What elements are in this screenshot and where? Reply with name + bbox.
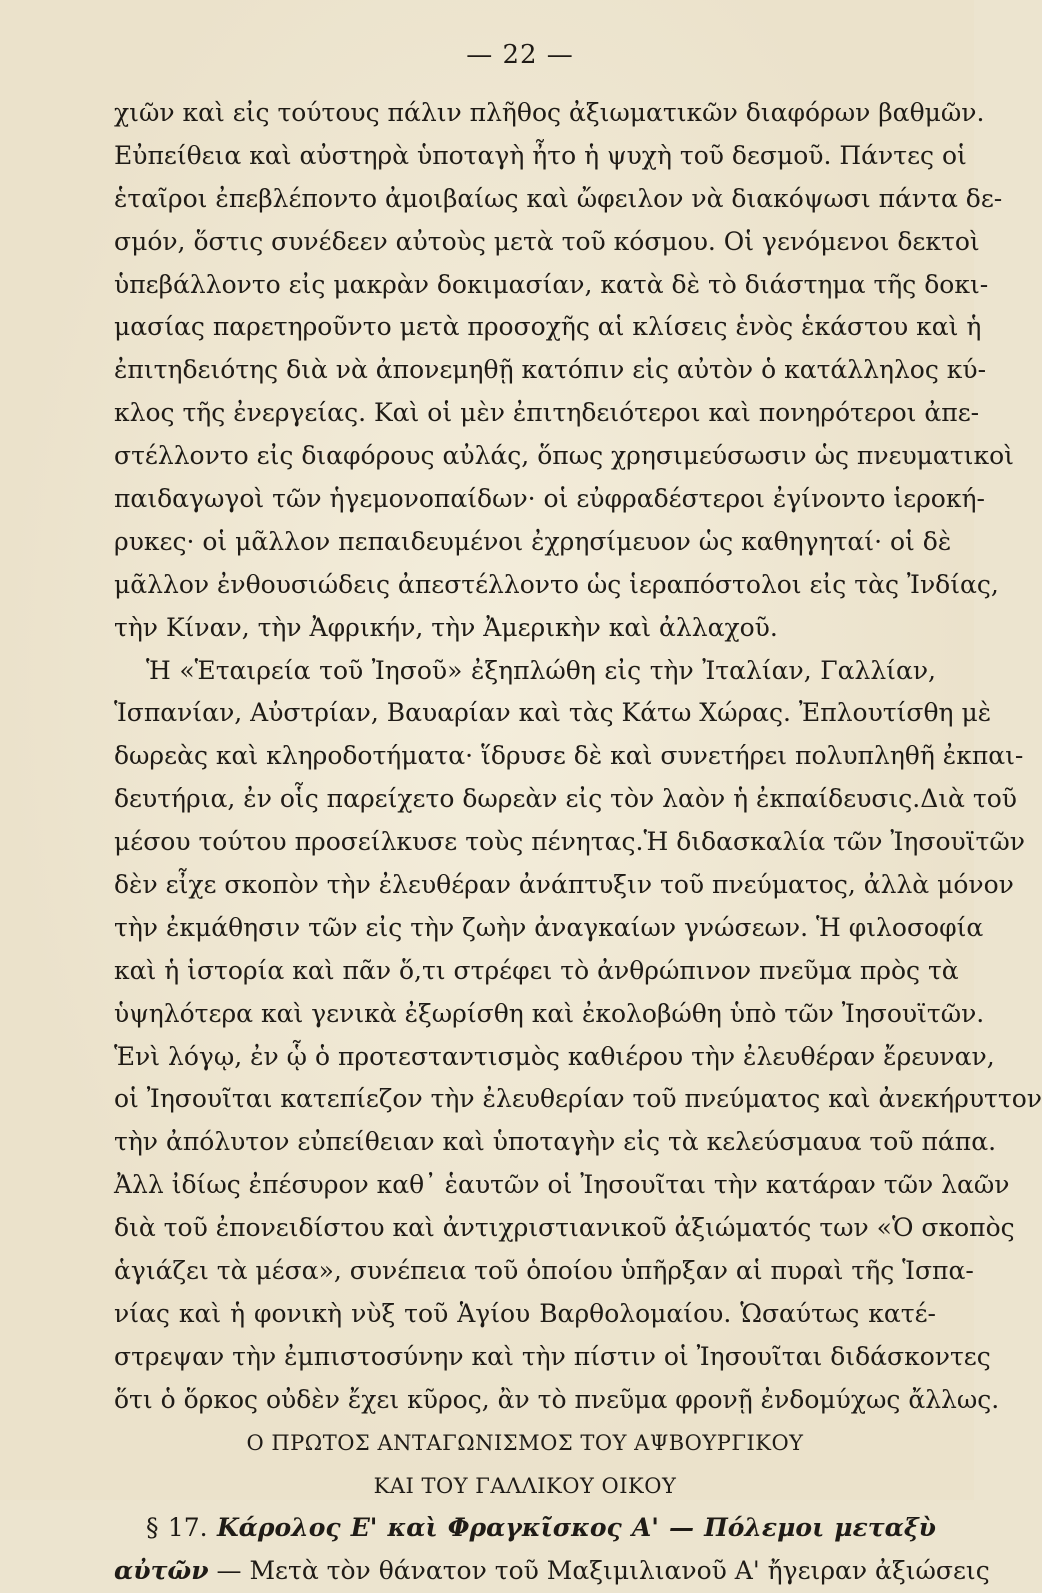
text-line: στέλλοντο εἰς διαφόρους αὐλάς, ὅπως χρησιμεύσωσιν ὡς πνευματικοὶ — [114, 441, 1014, 471]
text-line: σμόν, ὅστις συνέδεεν αὐτοὺς μετὰ τοῦ κόσμου. Οἱ γενόμενοι δεκτοὶ — [114, 226, 980, 256]
text-line: ἑταῖροι ἐπεβλέποντο ἀμοιβαίως καὶ ὤφειλον νὰ διακόψωσι πάντα δε- — [114, 183, 1003, 213]
text-line: ὑψηλότερα καὶ γενικὰ ἐξωρίσθη καὶ ἐκολοβώθη ὑπὸ τῶν Ἰησουϊτῶν. — [114, 998, 985, 1028]
text-line: διὰ τοῦ ἐπονειδίστου καὶ ἀντιχριστιανικοῦ ἀξιώματός των «Ὁ σκοπὸς — [114, 1213, 1015, 1243]
text-line: ἁγιάζει τὰ μέσα», συνέπεια τοῦ ὁποίου ὑπῆρξαν αἱ πυραὶ τῆς Ἱσπα- — [114, 1256, 974, 1286]
text-line: Ἑνὶ λόγῳ, ἐν ᾧ ὁ προτεσταντισμὸς καθιέρου τὴν ἐλευθέραν ἔρευναν, — [114, 1041, 995, 1071]
text-line: μᾶλλον ἐνθουσιώδεις ἀπεστέλλοντο ὡς ἱεραπόστολοι εἰς τὰς Ἰνδίας, — [114, 569, 999, 599]
text-line: τὴν ἐκμάθησιν τῶν εἰς τὴν ζωὴν ἀναγκαίων γνώσεων. Ἡ φιλοσοφία — [114, 912, 984, 942]
text-line: Ἡ «Ἑταιρεία τοῦ Ἰησοῦ» ἐξηπλώθη εἰς τὴν Ἰταλίαν, Γαλλίαν, — [146, 655, 936, 685]
text-line: στρεψαν τὴν ἐμπιστοσύνην καὶ τὴν πίστιν οἱ Ἰησουῖται διδάσκοντες — [114, 1341, 991, 1371]
section-heading-line-2: ΚΑΙ ΤΟΥ ΓΑΛΛΙΚΟΥ ΟΙΚΟΥ — [373, 1473, 677, 1498]
text-line: τὴν ἀπόλυτον εὐπείθειαν καὶ ὑποταγὴν εἰς τὰ κελεύσμαυα τοῦ πάπα. — [114, 1127, 997, 1157]
text-line: Ἀλλ ἰδίως ἐπέσυρον καθ᾽ ἑαυτῶν οἱ Ἰησουῖται τὴν κατάραν τῶν λαῶν — [114, 1170, 1010, 1200]
text-line: ὅτι ὁ ὅρκος οὐδὲν ἔχει κῦρος, ἂν τὸ πνεῦμα φρονῇ ἐνδομύχως ἄλλως. — [114, 1384, 1000, 1414]
text-line: ἐπιτηδειότης διὰ νὰ ἀπονεμηθῇ κατόπιν εἰς αὐτὸν ὁ κατάλληλος κύ- — [114, 355, 987, 385]
text-line: δωρεὰς καὶ κληροδοτήματα· ἵδρυσε δὲ καὶ συνετήρει πολυπληθῆ ἐκπαι- — [114, 741, 1024, 771]
section-number: § 17. — [146, 1513, 208, 1543]
text-line: κλος τῆς ἐνεργείας. Καὶ οἱ μὲν ἐπιτηδειότεροι καὶ πονηρότεροι ἀπε- — [114, 398, 980, 428]
paragraph-1 — [114, 92, 1014, 650]
text-line: Εὐπείθεια καὶ αὐστηρὰ ὑποταγὴ ἦτο ἡ ψυχὴ τοῦ δεσμοῦ. Πάντες οἱ — [114, 140, 967, 170]
text-line: Ἱσπανίαν, Αὐστρίαν, Βαυαρίαν καὶ τὰς Κάτω Χώρας. Ἐπλουτίσθη μὲ — [114, 698, 992, 728]
section-title-line — [114, 1507, 936, 1550]
text-line: παιδαγωγοὶ τῶν ἡγεμονοπαίδων· οἱ εὐφραδέστεροι ἐγίνοντο ἱεροκή- — [114, 484, 985, 514]
text-line: χιῶν καὶ εἰς τούτους πάλιν πλῆθος ἀξιωματικῶν διαφόρων βαθμῶν. — [114, 98, 985, 127]
text-line: δὲν εἶχε σκοπὸν τὴν ἐλευθέραν ἀνάπτυξιν τοῦ πνεύματος, ἀλλὰ μόνον — [114, 870, 1014, 900]
text-line: νίας καὶ ἡ φονικὴ νὺξ τοῦ Ἁγίου Βαρθολομαίου. Ὡσαύτως κατέ- — [114, 1298, 936, 1328]
body-text — [114, 92, 1042, 1593]
text-line: ὑπεβάλλοντο εἰς μακρὰν δοκιμασίαν, κατὰ δὲ τὸ διάστημα τῆς δοκι- — [114, 269, 989, 299]
section-text: — Μετὰ τὸν θάνατον τοῦ Μαξιμιλιανοῦ Α' ἤγειραν ἀξιώσεις — [216, 1556, 990, 1586]
section-title-end: αὐτῶν — [114, 1556, 209, 1586]
text-line: μασίας παρετηροῦντο μετὰ προσοχῆς αἱ κλίσεις ἑνὸς ἑκάστου καὶ ἡ — [114, 312, 982, 342]
section-title: Κάρολος Ε' καὶ Φραγκῖσκος Α' — Πόλεμοι μεταξὺ — [216, 1513, 936, 1543]
text-line: οἱ Ἰησουῖται κατεπίεζον τὴν ἐλευθερίαν τοῦ πνεύματος καὶ ἀνεκήρυττον — [114, 1084, 1042, 1114]
text-line: μέσου τούτου προσείλκυσε τοὺς πένητας.Ἡ διδασκαλία τῶν Ἰησουϊτῶν — [114, 827, 1025, 857]
text-line: τὴν Κίναν, τὴν Ἀφρικήν, τὴν Ἀμερικὴν καὶ ἀλλαχοῦ. — [114, 612, 778, 642]
section-heading-line-1: Ο ΠΡΩΤΟΣ ΑΝΤΑΓΩΝΙΣΜΟΣ ΤΟΥ ΑΨΒΟΥΡΓΙΚΟΥ — [246, 1430, 804, 1455]
text-line: δευτήρια, ἐν οἷς παρείχετο δωρεὰν εἰς τὸν λαὸν ἡ ἐκπαίδευσις.Διὰ τοῦ — [114, 784, 1017, 814]
page-number: — 22 — — [466, 40, 574, 70]
text-line: ρυκες· οἱ μᾶλλον πεπαιδευμένοι ἐχρησίμευον ὡς καθηγηταί· οἱ δὲ — [114, 526, 952, 556]
paragraph-2 — [114, 650, 1042, 1422]
text-line: καὶ ἡ ἱστορία καὶ πᾶν ὅ,τι στρέφει τὸ ἀνθρώπινον πνεῦμα πρὸς τὰ — [114, 955, 959, 985]
section-text-line — [114, 1550, 990, 1593]
